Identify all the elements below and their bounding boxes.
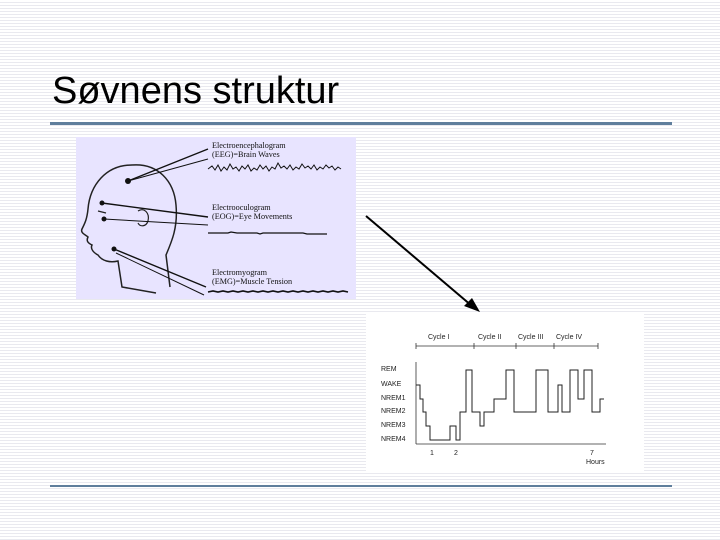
stage-label-wake: WAKE [381,381,402,388]
hypnogram-plot [366,312,644,472]
sleep-recording-illustration [76,137,356,299]
eeg-label: Electroencephalogram [212,141,286,150]
emg-sublabel: (EMG)=Muscle Tension [212,277,293,286]
arrow-icon [360,210,490,316]
tick-label-2: 2 [454,450,458,457]
eog-sublabel: (EOG)=Eye Movements [212,212,293,221]
emg-label: Electromyogram [212,268,268,277]
hypnogram [366,312,644,472]
eog-label: Electrooculogram [212,203,271,212]
cycle-label-4: Cycle IV [556,334,583,341]
tick-label-1: 1 [430,450,434,457]
x-axis-unit: Hours [586,459,605,466]
eeg-sublabel: (EEG)=Brain Waves [212,150,280,159]
title-divider [50,122,672,125]
footer-divider [50,485,672,487]
slide-title: Søvnens struktur [52,70,340,112]
stage-label-nrem1: NREM1 [381,395,406,402]
stage-label-nrem3: NREM3 [381,422,406,429]
stage-label-nrem2: NREM2 [381,408,406,415]
cycle-label-3: Cycle III [518,334,544,341]
cycle-label-1: Cycle I [428,334,450,341]
stage-label-rem: REM [381,366,397,373]
stage-label-nrem4: NREM4 [381,436,406,443]
tick-label-7: 7 [590,450,594,457]
cycle-label-2: Cycle II [478,334,502,341]
